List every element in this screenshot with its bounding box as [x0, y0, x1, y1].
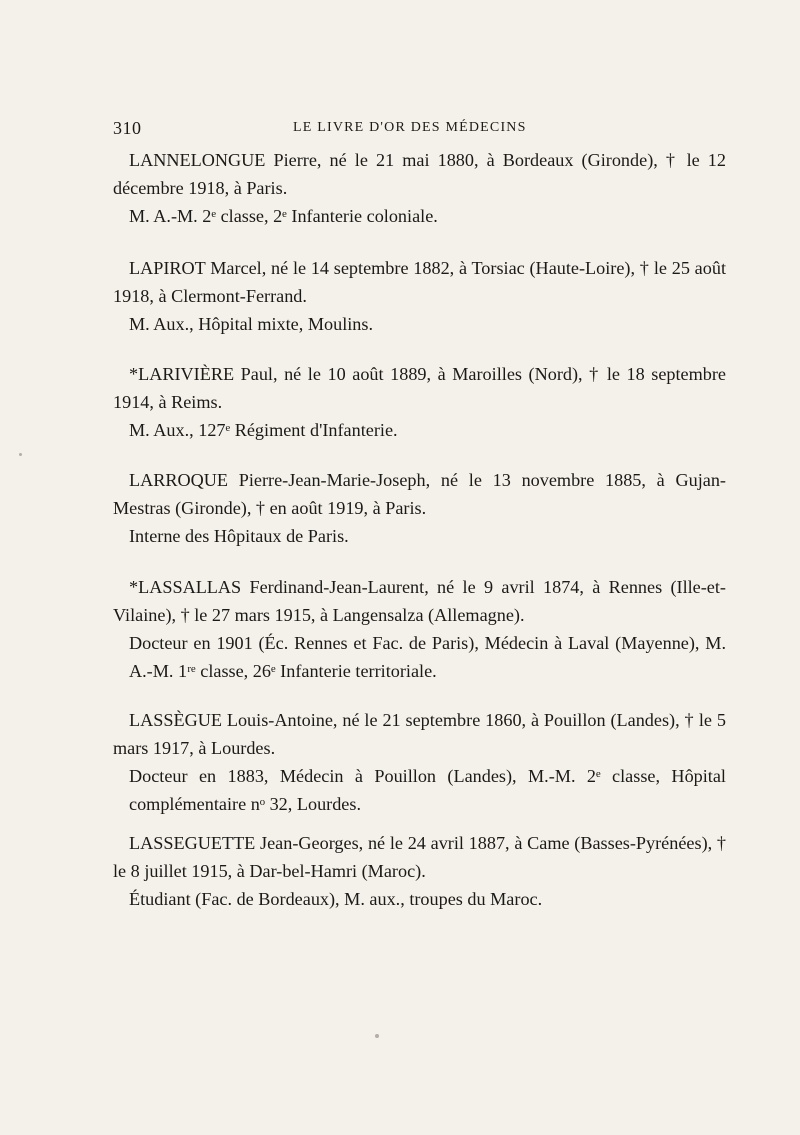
- obituary-entry: [113, 706, 726, 818]
- running-head: [113, 118, 717, 142]
- entry-detail: Docteur en 1883, Médecin à Pouillon (Landes), M.-M. 2ᵉ classe, Hôpital complémentaire nᵒ 32, Lourdes.: [129, 766, 726, 814]
- obituary-entry: [113, 360, 726, 444]
- entry-heading: LASSEGUETTE Jean-Georges, né le 24 avril 1887, à Came (Basses-Pyrénées), † le 8 juillet 1915, à Dar-bel-Hamri (Maroc).: [113, 833, 726, 881]
- page-number: 310: [113, 118, 142, 138]
- obituary-entry: [113, 466, 726, 550]
- entry-detail: M. A.-M. 2ᵉ classe, 2ᵉ Infanterie coloniale.: [129, 206, 438, 226]
- running-title: LE LIVRE D'OR DES MÉDECINS: [293, 120, 527, 135]
- entry-detail: M. Aux., 127ᵉ Régiment d'Infanterie.: [129, 420, 398, 440]
- entry-heading: LASSÈGUE Louis-Antoine, né le 21 septembre 1860, à Pouillon (Landes), † le 5 mars 1917, à Lourdes.: [113, 710, 726, 758]
- entry-detail: M. Aux., Hôpital mixte, Moulins.: [129, 314, 374, 334]
- entry-heading: *LARIVIÈRE Paul, né le 10 août 1889, à Maroilles (Nord), † le 18 septembre 1914, à Reims.: [113, 364, 726, 412]
- obituary-entry: [113, 829, 726, 913]
- obituary-entry: [113, 146, 726, 230]
- entry-heading: LARROQUE Pierre-Jean-Marie-Joseph, né le 13 novembre 1885, à Gujan-Mestras (Gironde), † en août 1919, à Paris.: [113, 470, 726, 518]
- ink-speck: [375, 1034, 379, 1038]
- obituary-entry: [113, 573, 726, 685]
- entry-heading: LAPIROT Marcel, né le 14 septembre 1882, à Torsiac (Haute-Loire), † le 25 août 1918, à Clermont-Ferrand.: [113, 258, 726, 306]
- entry-heading: *LASSALLAS Ferdinand-Jean-Laurent, né le 9 avril 1874, à Rennes (Ille-et-Vilaine), † le 27 mars 1915, à Langensalza (Allemagne).: [113, 577, 726, 625]
- obituary-entry: [113, 254, 726, 338]
- entry-detail: Interne des Hôpitaux de Paris.: [129, 526, 349, 546]
- ink-speck: [19, 453, 22, 456]
- entry-detail: Étudiant (Fac. de Bordeaux), M. aux., troupes du Maroc.: [129, 889, 543, 909]
- entry-heading: LANNELONGUE Pierre, né le 21 mai 1880, à Bordeaux (Gironde), † le 12 décembre 1918, à Paris.: [113, 150, 726, 198]
- entry-detail: Docteur en 1901 (Éc. Rennes et Fac. de Paris), Médecin à Laval (Mayenne), M. A.-M. 1ʳᵉ classe, 26ᵉ Infanterie territoriale.: [129, 633, 726, 681]
